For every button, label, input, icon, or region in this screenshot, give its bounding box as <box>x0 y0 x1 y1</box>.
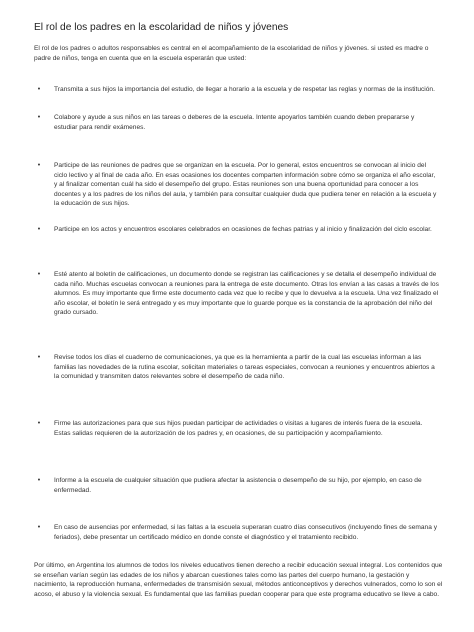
list-item-text: Colabore y ayude a sus niños en las tareas o deberes de la escuela. Intente apoyarlos también cuando deben prepararse y estudiar para rendir exámenes. <box>54 114 415 131</box>
list-item-text: Participe en los actos y encuentros escolares celebrados en ocasiones de fechas patrias y al inicio y finalización del ciclo escolar. <box>54 226 432 233</box>
bullet-icon: • <box>37 114 41 121</box>
closing-paragraph: Por último, en Argentina los alumnos de todos los niveles educativos tienen derecho a recibir educación sexual integral. Los contenidos que se enseñan varían según las edades de los niños y abarcan cuestiones tales como las partes del cuerpo humano, la gestación y nacimiento, la reproducción humana, enfermedades de transmisión sexual, métodos anticonceptivos y derechos vulnerados, como lo son el acoso, el abuso y la violencia sexual. Es fundamental que las familias puedan cooperar para que este programa educativo se lleve a cabo. <box>34 562 443 598</box>
bullet-icon: • <box>37 420 41 427</box>
list-item-text: En caso de ausencias por enfermedad, si las faltas a la escuela superaran cuatro días consecutivos (incluyendo fines de semana y feriados), debe presentar un certificado médico en donde conste el diagnóstico y el tratamiento recibido. <box>54 524 438 541</box>
list-item-text: Revise todos los días el cuaderno de comunicaciones, ya que es la herramienta a partir de la cual las escuelas informan a las familias las novedades de la rutina escolar, solicitan materiales o tareas especiales, convocan a reuniones y encuentros abiertos a la comunidad y transmiten datos relevantes sobre el desempeño de cada niño. <box>54 354 435 381</box>
bullet-icon: • <box>37 524 41 531</box>
bullet-icon: • <box>37 354 41 361</box>
bullet-icon: • <box>37 477 41 484</box>
bullet-icon: • <box>37 271 41 278</box>
list-item-text: Informe a la escuela de cualquier situación que pudiera afectar la asistencia o desempeño de su hijo, por ejemplo, en caso de enfermedad. <box>54 477 422 494</box>
list-item-text: Participe de las reuniones de padres que se organizan en la escuela. Por lo general, estos encuentros se convocan al inicio del ciclo lectivo y al final de cada año. En esas ocasiones los docentes comparten información sobre cómo se organiza el año escolar, y al finalizar comentan cuál ha sido el desempeño del grupo. Estas reuniones son una buena oportunidad para conocer a los docentes y a los padres de los niños del aula, y también para consultar cualquier duda que pudiera tener en relación a la escuela y la educación de sus hijos. <box>54 162 437 208</box>
bullet-icon: • <box>37 162 41 169</box>
list-item-text: Esté atento al boletín de calificaciones, un documento donde se registran las calificaciones y se detalla el desempeño individual de cada niño. Muchas escuelas convocan a reuniones para la entrega de este documento. Otras los envían a las casas a través de los alumnos. Es muy importante que firme este documento cada vez que lo recibe y que lo devuelva a la escuela. Una vez finalizado el año escolar, el boletín le será entregado y es muy importante que lo guarde porque es la constancia de la aprobación del niño del grado cursado. <box>54 271 439 317</box>
intro-paragraph: El rol de los padres o adultos responsables es central en el acompañamiento de la escolaridad de niños y jóvenes. si usted es madre o padre de niños, tenga en cuenta que en la escuela esperarán que usted: <box>34 45 429 62</box>
bullet-icon: • <box>37 86 41 93</box>
document-title: El rol de los padres en la escolaridad de niños y jóvenes <box>34 22 289 33</box>
bullet-icon: • <box>37 226 41 233</box>
list-item-text: Firme las autorizaciones para que sus hijos puedan participar de actividades o visitas a lugares de interés fuera de la escuela. Estas salidas requieren de la autorización de los padres y, en ocasiones, de su participación y acompañamiento. <box>54 420 423 437</box>
list-item-text: Transmita a sus hijos la importancia del estudio, de llegar a horario a la escuela y de respetar las reglas y normas de la institución. <box>54 86 435 93</box>
